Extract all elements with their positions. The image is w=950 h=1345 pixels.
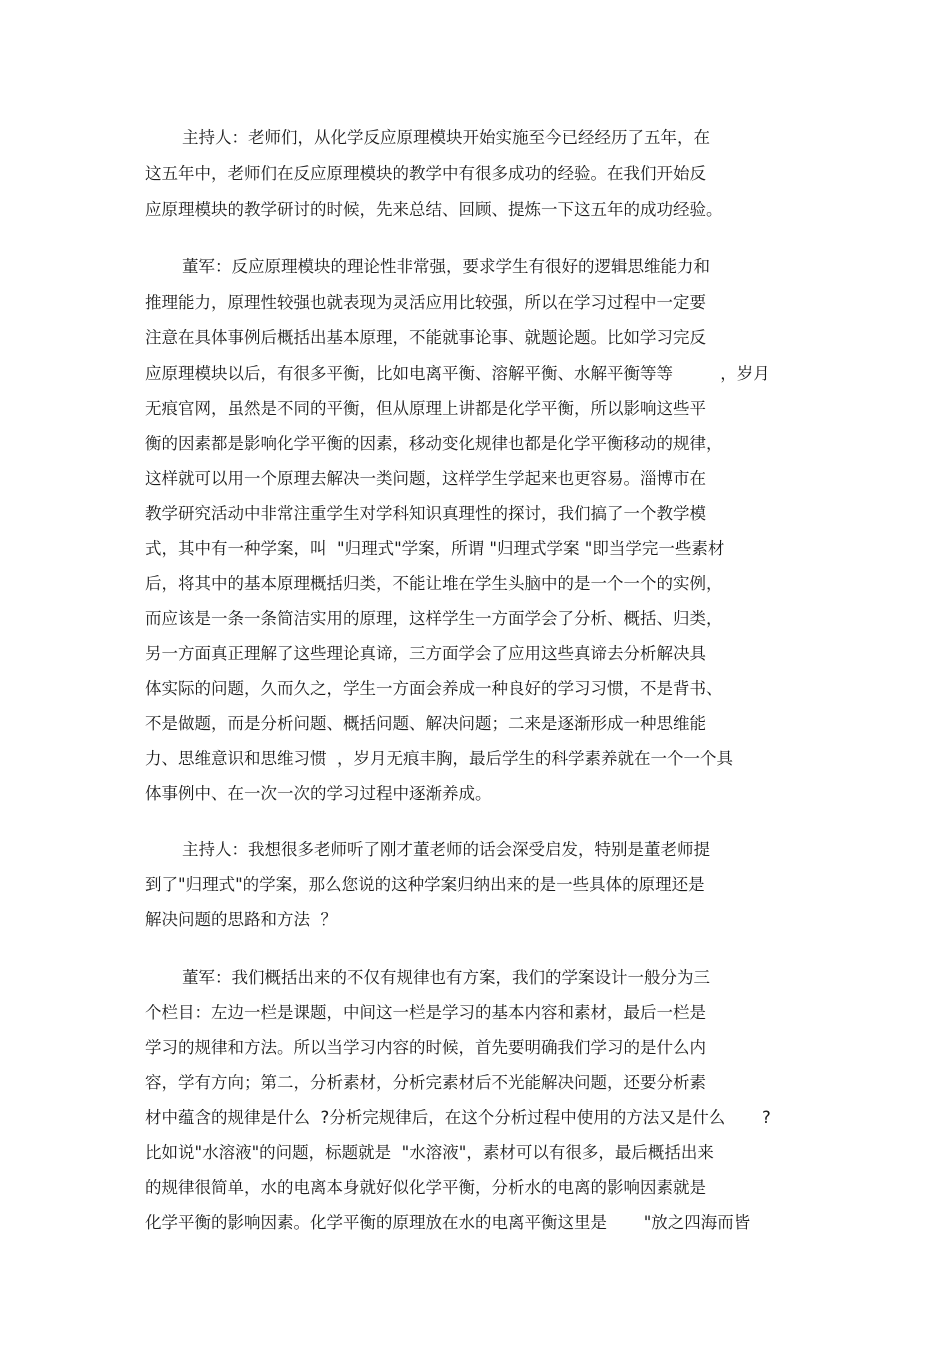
text-line: 主持人：老师们，从化学反应原理模块开始实施至今已经经历了五年，在 xyxy=(182,128,710,147)
text-line: 无痕官网，虽然是不同的平衡，但从原理上讲都是化学平衡，所以影响这些平 xyxy=(145,399,706,418)
text-line: 个栏目：左边一栏是课题，中间这一栏是学习的基本内容和素材，最后一栏是 xyxy=(145,1003,706,1022)
text-line: 董军：我们概括出来的不仅有规律也有方案，我们的学案设计一般分为三 xyxy=(182,968,710,987)
text-line: 容，学有方向；第二，分析素材，分析完素材后不光能解决问题，还要分析素 xyxy=(145,1073,706,1092)
text-line: 注意在具体事例后概括出基本原理，不能就事论事、就题论题。比如学习完反 xyxy=(145,328,706,347)
text-line: 到了"归理式"的学案，那么您说的这种学案归纳出来的是一些具体的原理还是 xyxy=(145,875,705,894)
text-line: 另一方面真正理解了这些理论真谛，三方面学会了应用这些真谛去分析解决具 xyxy=(145,644,706,663)
text-line: 式，其中有一种学案，叫 "归理式"学案，所谓 "归理式学案 "即当学完一些素材 xyxy=(145,539,725,558)
text-line: 而应该是一条一条简洁实用的原理，这样学生一方面学会了分析、概括、归类， xyxy=(145,609,723,628)
text-line: 体实际的问题，久而久之，学生一方面会养成一种良好的学习习惯，不是背书、 xyxy=(145,679,723,698)
text-line: 的规律很简单，水的电离本身就好似化学平衡，分析水的电离的影响因素就是 xyxy=(145,1178,706,1197)
text-line: 教学研究活动中非常注重学生对学科知识真理性的探讨，我们搞了一个教学模 xyxy=(145,504,706,523)
text-line: 学习的规律和方法。所以当学习内容的时候，首先要明确我们学习的是什么内 xyxy=(145,1038,706,1057)
text-line: 应原理模块的教学研讨的时候，先来总结、回顾、提炼一下这五年的成功经验。 xyxy=(145,200,723,219)
text-line: 主持人：我想很多老师听了刚才董老师的话会深受启发，特别是董老师提 xyxy=(182,840,710,859)
text-line: 这样就可以用一个原理去解决一类问题，这样学生学起来也更容易。淄博市在 xyxy=(145,469,706,488)
text-line: 后，将其中的基本原理概括归类，不能让堆在学生头脑中的是一个一个的实例， xyxy=(145,574,723,593)
text-line: 衡的因素都是影响化学平衡的因素，移动变化规律也都是化学平衡移动的规律， xyxy=(145,434,723,453)
text-line: 比如说"水溶液"的问题，标题就是 "水溶液"，素材可以有很多，最后概括出来 xyxy=(145,1143,714,1162)
text-line: 董军：反应原理模块的理论性非常强，要求学生有很好的逻辑思维能力和 xyxy=(182,257,710,276)
text-line: 解决问题的思路和方法 ？ xyxy=(145,910,337,929)
text-line: 材中蕴含的规律是什么 ?分析完规律后，在这个分析过程中使用的方法又是什么 ? xyxy=(145,1108,771,1127)
text-line: 推理能力，原理性较强也就表现为灵活应用比较强，所以在学习过程中一定要 xyxy=(145,293,706,312)
text-line: 不是做题，而是分析问题、概括问题、解决问题；二来是逐渐形成一种思维能 xyxy=(145,714,706,733)
text-line: 这五年中，老师们在反应原理模块的教学中有很多成功的经验。在我们开始反 xyxy=(145,164,706,183)
text-line: 体事例中、在一次一次的学习过程中逐渐养成。 xyxy=(145,784,492,803)
text-line: 力、思维意识和思维习惯 ，岁月无痕丰胸，最后学生的科学素养就在一个一个具 xyxy=(145,749,733,768)
text-line: 化学平衡的影响因素。化学平衡的原理放在水的电离平衡这里是 "放之四海而皆 xyxy=(145,1213,751,1232)
text-line: 应原理模块以后，有很多平衡，比如电离平衡、溶解平衡、水解平衡等等 ，岁月 xyxy=(145,364,770,383)
